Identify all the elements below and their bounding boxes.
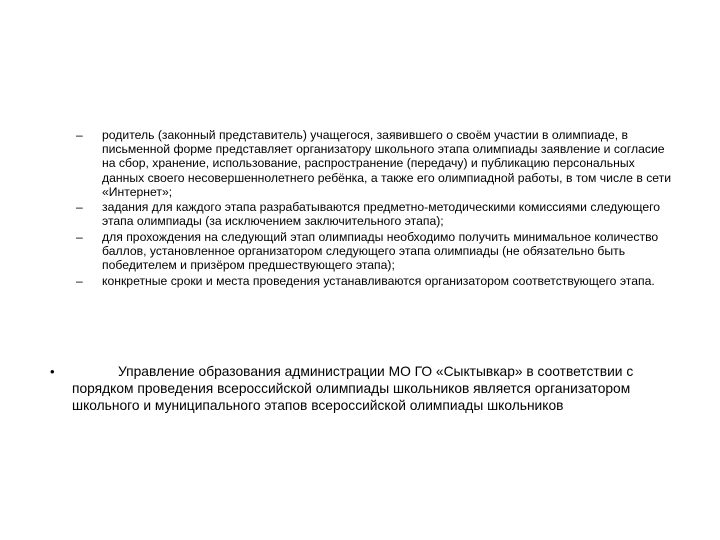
sub-item-parent-consent <box>72 128 672 199</box>
dash-marker: – <box>76 128 83 142</box>
dash-marker: – <box>76 200 83 215</box>
dash-marker: – <box>76 229 83 244</box>
dash-marker: – <box>76 273 83 288</box>
sub-item-text: задания для каждого этапа разрабатываются предметно-методическими комиссиями следующего этапа олимпиады (за исключением заключительного этапа); <box>102 200 661 229</box>
sub-item-tasks <box>72 200 672 228</box>
sub-item-list <box>72 128 672 289</box>
sub-item-next-stage <box>72 230 672 273</box>
bullet-marker: • <box>50 364 55 379</box>
sub-item-text: для прохождения на следующий этап олимпиады необходимо получить минимальное количество баллов, установленное организатором следующего этапа олимпиады (не обязательно быть победителем и призёром предшествующего этапа); <box>102 229 659 273</box>
sub-item-text: родитель (законный представитель) учащегося, заявившего о своём участии в олимпиаде, в письменной форме представляет организатору школьного этапа олимпиады заявление и согласие на сбор, хранение, использование, распространение (передачу) и публикацию персональных данных своего несовершеннолетнего ребёнка, а также его олимпиадной работы, в том числе в сети «Интернет»; <box>102 128 672 199</box>
sub-item-dates-places <box>72 274 672 288</box>
sub-item-text: конкретные сроки и места проведения устанавливаются организатором соответствующего этапа. <box>102 273 655 288</box>
main-bullet-text: Управление образования администрации МО ГО «Сыктывкар» в соответствии с порядком проведения всероссийской олимпиады школьников является организатором школьного и муниципального этапов всероссийской олимпиады школьников <box>72 364 634 414</box>
